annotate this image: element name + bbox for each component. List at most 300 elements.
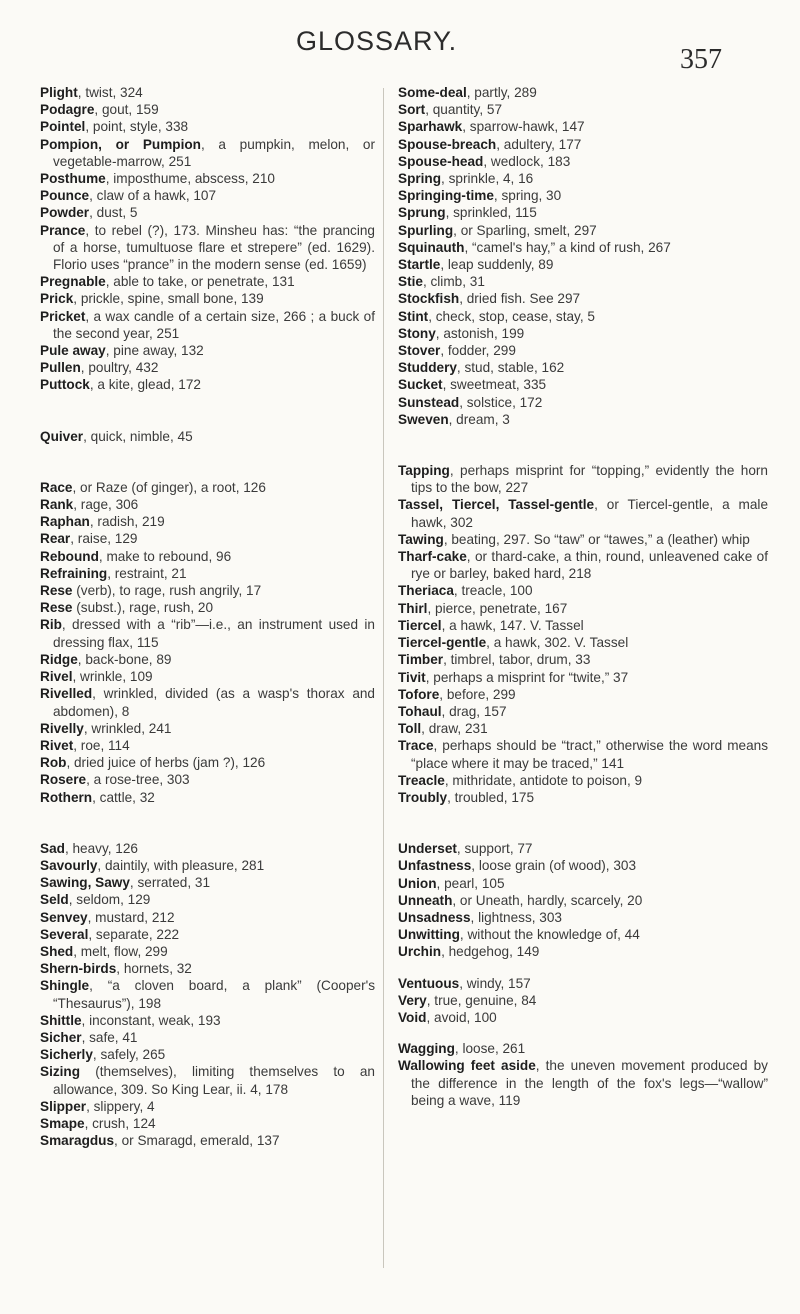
glossary-entry <box>398 531 768 548</box>
entry-headword: Sweven <box>398 411 449 427</box>
entry-definition: , point, style, 338 <box>85 119 189 135</box>
entry-headword: Sprung <box>398 205 446 221</box>
glossary-entry <box>398 840 768 857</box>
glossary-entry <box>40 136 375 170</box>
entry-definition: , stud, stable, 162 <box>456 360 565 376</box>
glossary-entry <box>40 720 375 737</box>
entry-definition: , daintily, with pleasure, 281 <box>97 857 265 873</box>
entry-headword: Pointel <box>40 119 86 135</box>
entry-definition: , poultry, 432 <box>80 360 159 376</box>
entry-headword: Smape <box>40 1115 85 1131</box>
entry-headword: Timber <box>398 652 444 668</box>
glossary-letter-group <box>40 479 375 806</box>
glossary-entry <box>40 428 375 445</box>
glossary-entry <box>398 975 768 992</box>
glossary-entry <box>40 359 375 376</box>
entry-headword: Rivet <box>40 737 74 753</box>
glossary-entry <box>40 1063 375 1097</box>
glossary-entry <box>40 874 375 891</box>
glossary-entry <box>40 789 375 806</box>
entry-definition: , safe, 41 <box>81 1029 138 1045</box>
entry-headword: Rothern <box>40 789 93 805</box>
column-divider <box>383 88 384 1268</box>
entry-definition: , pierce, penetrate, 167 <box>427 600 568 616</box>
entry-headword: Wallowing feet aside <box>398 1058 536 1074</box>
glossary-entry <box>398 943 768 960</box>
glossary-entry <box>40 513 375 530</box>
entry-headword: Shed <box>40 943 74 959</box>
entry-definition: , make to rebound, 96 <box>98 548 232 564</box>
entry-definition: , melt, flow, 299 <box>73 943 168 959</box>
glossary-entry <box>398 170 768 187</box>
entry-headword: Tawing <box>398 531 444 547</box>
glossary-entry <box>398 359 768 376</box>
glossary-letter-group <box>398 84 768 428</box>
entry-headword: Stockfish <box>398 291 460 307</box>
entry-definition: , mustard, 212 <box>87 909 175 925</box>
glossary-entry <box>398 1057 768 1109</box>
glossary-entry <box>40 342 375 359</box>
entry-headword: Spring <box>398 171 442 187</box>
entry-headword: Squinauth <box>398 239 465 255</box>
glossary-entry <box>40 857 375 874</box>
glossary-entry <box>40 582 375 599</box>
entry-headword: Spurling <box>398 222 454 238</box>
glossary-entry <box>398 325 768 342</box>
entry-headword: Prance <box>40 222 86 238</box>
entry-definition: , wedlock, 183 <box>483 153 571 169</box>
glossary-entry <box>398 857 768 874</box>
glossary-entry <box>398 772 768 789</box>
glossary-letter-group <box>398 840 768 960</box>
entry-headword: Theriaca <box>398 583 454 599</box>
glossary-entry <box>398 342 768 359</box>
entry-headword: Rivelly <box>40 720 84 736</box>
entry-headword: Pule away <box>40 343 106 359</box>
entry-definition: , leap suddenly, 89 <box>440 257 554 273</box>
glossary-entry <box>40 909 375 926</box>
entry-definition: , roe, 114 <box>73 737 130 753</box>
entry-definition: (themselves), limiting themselves to an allowance, 309. So King Lear, ii. 4, 178 <box>53 1064 375 1097</box>
entry-definition: , slippery, 4 <box>86 1098 155 1114</box>
entry-headword: Quiver <box>40 428 84 444</box>
entry-headword: Stint <box>398 308 429 324</box>
entry-definition: , perhaps misprint for “topping,” evidently the horn tips to the bow, 227 <box>411 463 768 496</box>
entry-definition: , hedgehog, 149 <box>441 944 540 960</box>
glossary-entry <box>40 651 375 668</box>
entry-definition: , troubled, 175 <box>447 789 535 805</box>
entry-headword: Thirl <box>398 600 428 616</box>
entry-headword: Senvey <box>40 909 88 925</box>
entry-definition: , inconstant, weak, 193 <box>81 1012 221 1028</box>
glossary-entry <box>40 496 375 513</box>
entry-headword: Trace <box>398 738 434 754</box>
glossary-entry <box>398 600 768 617</box>
entry-headword: Several <box>40 926 89 942</box>
glossary-entry <box>398 789 768 806</box>
entry-headword: Startle <box>398 257 441 273</box>
entry-headword: Puttock <box>40 377 90 393</box>
glossary-letter-group <box>40 84 375 394</box>
entry-definition: , a hawk, 302. V. Tassel <box>486 635 629 651</box>
entry-headword: Shern-birds <box>40 961 117 977</box>
entry-definition: , a kite, glead, 172 <box>89 377 201 393</box>
entry-definition: , wrinkled, divided (as a wasp's thorax and abdomen), 8 <box>53 686 375 719</box>
entry-definition: , a rose-tree, 303 <box>86 772 190 788</box>
entry-headword: Pullen <box>40 360 81 376</box>
glossary-entry <box>40 101 375 118</box>
glossary-entry <box>398 187 768 204</box>
glossary-entry <box>40 685 375 719</box>
entry-headword: Sort <box>398 102 426 118</box>
entry-headword: Very <box>398 992 427 1008</box>
entry-definition: (subst.), rage, rush, 20 <box>72 600 214 616</box>
glossary-entry <box>398 273 768 290</box>
entry-definition: , loose, 261 <box>454 1041 526 1057</box>
group-spacer <box>398 961 768 975</box>
entry-headword: Shittle <box>40 1012 82 1028</box>
entry-definition: , able to take, or penetrate, 131 <box>105 274 295 290</box>
entry-definition: , perhaps a misprint for “twite,” 37 <box>425 669 629 685</box>
entry-headword: Rebound <box>40 548 99 564</box>
entry-definition: , dried juice of herbs (jam ?), 126 <box>66 755 266 771</box>
entry-headword: Spouse-head <box>398 153 484 169</box>
entry-headword: Tivit <box>398 669 426 685</box>
entry-definition: , seldom, 129 <box>68 892 151 908</box>
entry-headword: Stony <box>398 325 436 341</box>
entry-headword: Pricket <box>40 308 86 324</box>
entry-headword: Some-deal <box>398 85 467 100</box>
page-title: GLOSSARY. <box>296 26 458 56</box>
glossary-entry <box>40 187 375 204</box>
entry-definition: , draw, 231 <box>421 721 488 737</box>
entry-headword: Spouse-breach <box>398 136 497 152</box>
entry-definition: , dried fish. See 297 <box>459 291 581 307</box>
entry-headword: Rib <box>40 617 62 633</box>
entry-headword: Ventuous <box>398 975 460 991</box>
entry-headword: Tohaul <box>398 703 442 719</box>
glossary-entry <box>40 616 375 650</box>
glossary-entry <box>398 651 768 668</box>
glossary-entry <box>398 1040 768 1057</box>
glossary-entry <box>40 530 375 547</box>
glossary-entry <box>40 222 375 274</box>
glossary-entry <box>40 548 375 565</box>
glossary-entry <box>398 892 768 909</box>
glossary-entry <box>398 239 768 256</box>
glossary-entry <box>40 273 375 290</box>
entry-headword: Rivelled <box>40 686 93 702</box>
entry-headword: Union <box>398 875 437 891</box>
entry-headword: Raphan <box>40 514 90 530</box>
entry-definition: , lightness, 303 <box>470 909 562 925</box>
glossary-entry <box>40 1132 375 1149</box>
entry-headword: Toll <box>398 721 422 737</box>
glossary-entry <box>40 1098 375 1115</box>
entry-definition: , windy, 157 <box>459 975 531 991</box>
entry-headword: Unfastness <box>398 858 472 874</box>
entry-definition: , safely, 265 <box>92 1047 166 1063</box>
entry-definition: , crush, 124 <box>84 1115 156 1131</box>
entry-definition: , “camel's hay,” a kind of rush, 267 <box>464 239 671 255</box>
entry-headword: Tiercel <box>398 617 442 633</box>
entry-definition: , the uneven movement produced by the difference in the length of the fox's legs—“wallow” being a wave, 119 <box>411 1058 768 1108</box>
entry-definition: , raise, 129 <box>70 531 138 547</box>
glossary-entry <box>40 891 375 908</box>
entry-headword: Sizing <box>40 1064 81 1080</box>
glossary-letter-group <box>40 840 375 1150</box>
glossary-entry <box>398 394 768 411</box>
glossary-entry <box>40 1115 375 1132</box>
glossary-entry <box>40 599 375 616</box>
entry-headword: Slipper <box>40 1098 87 1114</box>
entry-definition: , treacle, 100 <box>453 583 533 599</box>
entry-definition: , dust, 5 <box>89 205 138 221</box>
entry-headword: Tofore <box>398 686 440 702</box>
entry-headword: Sicherly <box>40 1047 93 1063</box>
entry-definition: , dressed with a “rib”—i.e., an instrument used in dressing flax, 115 <box>53 617 375 650</box>
group-spacer <box>40 806 375 840</box>
entry-definition: , sparrow-hawk, 147 <box>462 119 585 135</box>
glossary-entry <box>398 875 768 892</box>
entry-headword: Prick <box>40 291 74 307</box>
group-spacer <box>40 445 375 479</box>
entry-definition: , wrinkled, 241 <box>83 720 172 736</box>
entry-definition: , separate, 222 <box>88 926 180 942</box>
entry-headword: Unwitting <box>398 927 460 943</box>
entry-definition: , gout, 159 <box>94 102 159 118</box>
glossary-entry <box>40 170 375 187</box>
glossary-entry <box>398 686 768 703</box>
entry-headword: Unsadness <box>398 909 471 925</box>
glossary-entry <box>398 496 768 530</box>
entry-headword: Underset <box>398 841 457 857</box>
glossary-entry <box>398 926 768 943</box>
entry-headword: Rob <box>40 755 67 771</box>
glossary-entry <box>398 153 768 170</box>
entry-definition: , mithridate, antidote to poison, 9 <box>444 772 643 788</box>
entry-definition: , loose grain (of wood), 303 <box>471 858 637 874</box>
glossary-letter-group <box>398 1040 768 1109</box>
glossary-entry <box>398 582 768 599</box>
entry-definition: , or Sparling, smelt, 297 <box>453 222 597 238</box>
entry-headword: Powder <box>40 205 90 221</box>
glossary-entry <box>40 376 375 393</box>
glossary-entry <box>398 1009 768 1026</box>
glossary-entry <box>398 84 768 101</box>
entry-definition: , heavy, 126 <box>64 840 138 856</box>
entry-definition: , adultery, 177 <box>496 136 582 152</box>
entry-definition: , before, 299 <box>439 686 516 702</box>
entry-headword: Seld <box>40 892 69 908</box>
entry-definition: , true, genuine, 84 <box>426 992 537 1008</box>
entry-definition: , perhaps should be “tract,” otherwise the word means “place where it may be traced,” 141 <box>411 738 768 771</box>
glossary-entry <box>398 669 768 686</box>
glossary-entry <box>398 136 768 153</box>
glossary-entry <box>398 256 768 273</box>
entry-definition: , check, stop, cease, stay, 5 <box>428 308 595 324</box>
entry-headword: Stover <box>398 343 441 359</box>
entry-headword: Rear <box>40 531 71 547</box>
entry-headword: Urchin <box>398 944 442 960</box>
entry-headword: Tassel, Tiercel, Tassel-gentle <box>398 497 595 513</box>
entry-definition: , a hawk, 147. V. Tassel <box>441 617 584 633</box>
entry-definition: , beating, 297. So “taw” or “tawes,” a (leather) whip <box>443 531 750 547</box>
glossary-entry <box>40 977 375 1011</box>
entry-definition: , pearl, 105 <box>436 875 505 891</box>
glossary-entry <box>398 101 768 118</box>
glossary-entry <box>40 737 375 754</box>
glossary-entry <box>398 411 768 428</box>
glossary-entry <box>40 1029 375 1046</box>
entry-definition: , back-bone, 89 <box>77 651 172 667</box>
entry-definition: , support, 77 <box>456 841 533 857</box>
entry-definition: , or Tiercel-gentle, a male hawk, 302 <box>411 497 768 530</box>
page-number: 357 <box>680 44 722 75</box>
glossary-entry <box>398 462 768 496</box>
entry-definition: , pine away, 132 <box>105 343 204 359</box>
entry-headword: Springing-time <box>398 188 494 204</box>
glossary-entry <box>40 1046 375 1063</box>
entry-definition: , wrinkle, 109 <box>72 669 153 685</box>
entry-headword: Podagre <box>40 102 95 118</box>
entry-definition: , a pumpkin, melon, or vegetable-marrow, 251 <box>53 136 375 169</box>
glossary-entry <box>40 754 375 771</box>
entry-headword: Stie <box>398 274 423 290</box>
entry-definition: , timbrel, tabor, drum, 33 <box>443 652 591 668</box>
entry-headword: Plight <box>40 85 78 100</box>
entry-headword: Posthume <box>40 171 106 187</box>
glossary-entry <box>40 668 375 685</box>
entry-headword: Sad <box>40 840 65 856</box>
entry-definition: , partly, 289 <box>466 85 537 100</box>
entry-definition: , or thard-cake, a thin, round, unleavened cake of rye or barley, baked hard, 218 <box>411 549 768 582</box>
group-spacer <box>398 428 768 462</box>
right-column <box>398 84 768 1109</box>
glossary-entry <box>40 960 375 977</box>
entry-definition: , “a cloven board, a plank” (Cooper's “Thesaurus”), 198 <box>53 978 375 1011</box>
entry-headword: Sucket <box>398 377 443 393</box>
entry-definition: , drag, 157 <box>441 703 507 719</box>
glossary-entry <box>398 909 768 926</box>
glossary-entry <box>40 479 375 496</box>
entry-definition: (verb), to rage, rush angrily, 17 <box>72 583 262 599</box>
entry-headword: Pompion, or Pumpion <box>40 136 201 152</box>
entry-headword: Shingle <box>40 978 90 994</box>
entry-definition: , sweetmeat, 335 <box>442 377 547 393</box>
entry-definition: , spring, 30 <box>493 188 562 204</box>
entry-headword: Rosere <box>40 772 87 788</box>
entry-definition: , cattle, 32 <box>92 789 155 805</box>
entry-headword: Tapping <box>398 463 450 479</box>
entry-headword: Studdery <box>398 360 457 376</box>
entry-definition: , hornets, 32 <box>116 961 192 977</box>
entry-definition: , avoid, 100 <box>426 1009 497 1025</box>
glossary-entry <box>398 720 768 737</box>
entry-headword: Race <box>40 479 73 495</box>
glossary-entry <box>398 703 768 720</box>
glossary-entry <box>40 771 375 788</box>
entry-headword: Unneath <box>398 892 453 908</box>
glossary-entry <box>398 548 768 582</box>
entry-definition: , or Smaragd, emerald, 137 <box>114 1133 280 1149</box>
glossary-entry <box>398 634 768 651</box>
entry-headword: Sparhawk <box>398 119 463 135</box>
entry-definition: , dream, 3 <box>448 411 510 427</box>
entry-definition: , or Uneath, hardly, scarcely, 20 <box>452 892 643 908</box>
glossary-entry <box>40 204 375 221</box>
group-spacer <box>398 806 768 840</box>
glossary-letter-group <box>398 975 768 1027</box>
entry-headword: Refraining <box>40 565 108 581</box>
entry-headword: Tiercel-gentle <box>398 635 487 651</box>
entry-definition: , climb, 31 <box>422 274 485 290</box>
left-column <box>40 84 375 1149</box>
entry-definition: , restraint, 21 <box>107 565 187 581</box>
entry-definition: , prickle, spine, small bone, 139 <box>73 291 264 307</box>
glossary-entry <box>40 1012 375 1029</box>
entry-headword: Treacle <box>398 772 445 788</box>
entry-headword: Wagging <box>398 1041 455 1057</box>
entry-headword: Void <box>398 1009 427 1025</box>
entry-definition: , fodder, 299 <box>440 343 516 359</box>
entry-definition: , solstice, 172 <box>459 394 543 410</box>
glossary-entry <box>398 308 768 325</box>
entry-definition: , rage, 306 <box>73 497 139 513</box>
entry-definition: , to rebel (?), 173. Minsheu has: “the prancing of a horse, tumultuose flare et strepere” (ed. 1629). Florio uses “prance” in the modern sense (ed. 1659) <box>53 222 375 273</box>
entry-definition: , twist, 324 <box>77 85 143 100</box>
entry-headword: Rese <box>40 600 73 616</box>
entry-headword: Troubly <box>398 789 448 805</box>
entry-definition: , astonish, 199 <box>435 325 525 341</box>
group-spacer <box>40 394 375 428</box>
glossary-entry <box>398 737 768 771</box>
entry-definition: , sprinkle, 4, 16 <box>441 171 534 187</box>
glossary-letter-group <box>398 462 768 806</box>
entry-headword: Tharf-cake <box>398 549 467 565</box>
glossary-letter-group <box>40 428 375 445</box>
entry-headword: Sunstead <box>398 394 460 410</box>
glossary-entry <box>40 565 375 582</box>
glossary-entry <box>40 84 375 101</box>
glossary-entry <box>398 290 768 307</box>
glossary-entry <box>40 118 375 135</box>
entry-definition: , quick, nimble, 45 <box>83 428 193 444</box>
entry-headword: Sicher <box>40 1029 82 1045</box>
glossary-entry <box>398 204 768 221</box>
entry-headword: Smaragdus <box>40 1133 115 1149</box>
glossary-entry <box>40 943 375 960</box>
entry-headword: Rese <box>40 583 73 599</box>
entry-headword: Sawing, Sawy <box>40 875 130 891</box>
glossary-entry <box>398 617 768 634</box>
glossary-entry <box>398 118 768 135</box>
entry-definition: , claw of a hawk, 107 <box>89 188 217 204</box>
entry-headword: Rank <box>40 497 74 513</box>
entry-definition: , without the knowledge of, 44 <box>459 927 640 943</box>
glossary-entry <box>40 840 375 857</box>
glossary-entry <box>398 376 768 393</box>
entry-definition: , or Raze (of ginger), a root, 126 <box>72 479 266 495</box>
glossary-entry <box>398 222 768 239</box>
entry-definition: , sprinkled, 115 <box>445 205 537 221</box>
glossary-entry <box>40 290 375 307</box>
entry-definition: , radish, 219 <box>89 514 165 530</box>
glossary-entry <box>40 308 375 342</box>
entry-definition: , imposthume, abscess, 210 <box>105 171 275 187</box>
running-head <box>0 26 800 76</box>
entry-headword: Pounce <box>40 188 90 204</box>
